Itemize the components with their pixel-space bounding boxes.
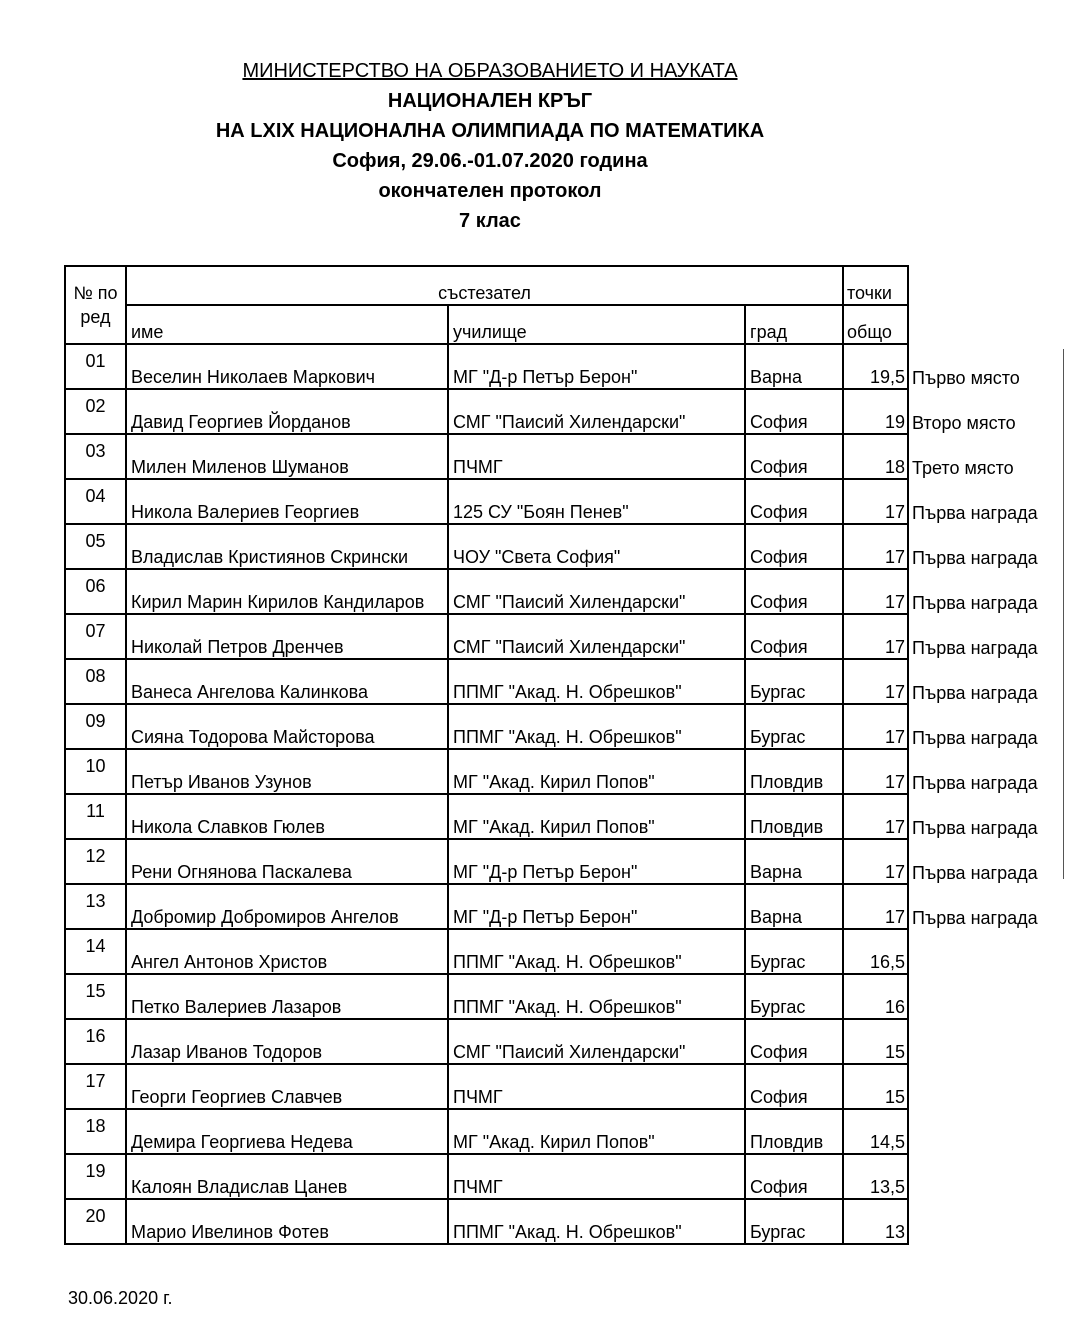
row-number: 10 [65,749,126,794]
contestant-city: София [745,569,843,614]
contestant-city: Бургас [745,929,843,974]
contestant-points: 16 [843,974,908,1019]
contestant-name: Николай Петров Дренчев [126,614,448,659]
table-row [65,1064,1063,1109]
document-header [0,56,980,236]
contestant-points: 13 [843,1199,908,1244]
contestant-school: МГ "Д-р Петър Берон" [448,344,745,389]
contestant-city: София [745,434,843,479]
award-label: Първа награда [912,863,1038,883]
contestant-city: София [745,389,843,434]
row-number: 04 [65,479,126,524]
table-row [65,749,1063,794]
contestant-school: ПЧМГ [448,1154,745,1199]
contestant-points: 17 [843,839,908,884]
contestant-school: ППМГ "Акад. Н. Обрешков" [448,974,745,1019]
contestant-school: МГ "Акад. Кирил Попов" [448,794,745,839]
table-row [65,794,1063,839]
award-label: Първа награда [912,593,1038,613]
contestant-name: Лазар Иванов Тодоров [126,1019,448,1064]
award-column-rule [1063,349,1064,879]
row-number: 20 [65,1199,126,1244]
contestant-city: Пловдив [745,794,843,839]
contestant-points: 17 [843,524,908,569]
contestant-points: 13,5 [843,1154,908,1199]
award-label: Трето място [912,458,1014,478]
contestant-name: Калоян Владислав Цанев [126,1154,448,1199]
table-row [65,659,1063,704]
table-row [65,884,1063,929]
contestant-name: Добромир Добромиров Ангелов [126,884,448,929]
award-label [908,1064,1063,1109]
contestant-name: Давид Георгиев Йорданов [126,389,448,434]
contestant-city: Бургас [745,704,843,749]
contestant-points: 19,5 [843,344,908,389]
contestant-points: 18 [843,434,908,479]
contestant-name: Сияна Тодорова Майсторова [126,704,448,749]
protocol-title: окончателен протокол [378,180,602,202]
award-label [908,929,1063,974]
row-number: 05 [65,524,126,569]
contestant-name: Никола Славков Гюлев [126,794,448,839]
table-row [65,1109,1063,1154]
grade-title: 7 клас [459,210,521,232]
contestant-name: Веселин Николаев Маркович [126,344,448,389]
header-row-top [65,266,1063,305]
header-school: училище [448,305,745,344]
contestant-city: Бургас [745,974,843,1019]
row-number: 07 [65,614,126,659]
table-row [65,1199,1063,1244]
table-row [65,524,1063,569]
row-number: 18 [65,1109,126,1154]
contestant-city: София [745,479,843,524]
table-row [65,614,1063,659]
contestant-points: 16,5 [843,929,908,974]
table-row [65,929,1063,974]
table-row [65,704,1063,749]
contestant-name: Георги Георгиев Славчев [126,1064,448,1109]
results-table [64,265,1064,1245]
contestant-points: 17 [843,749,908,794]
contestant-points: 17 [843,569,908,614]
contestant-points: 15 [843,1064,908,1109]
contestant-school: ППМГ "Акад. Н. Обрешков" [448,1199,745,1244]
contestant-points: 17 [843,659,908,704]
row-number: 19 [65,1154,126,1199]
round-title: НАЦИОНАЛЕН КРЪГ [387,90,593,112]
table-row [65,344,1063,389]
contestant-city: София [745,524,843,569]
row-number: 11 [65,794,126,839]
row-number: 13 [65,884,126,929]
protocol-date: 30.06.2020 г. [68,1288,173,1308]
award-label: Първа награда [912,638,1038,658]
contestant-city: Пловдив [745,1109,843,1154]
table-row [65,974,1063,1019]
contestant-city: София [745,1019,843,1064]
row-number: 15 [65,974,126,1019]
table-row [65,839,1063,884]
contestant-points: 15 [843,1019,908,1064]
award-spacer [908,305,1063,344]
award-label [908,1199,1063,1244]
contestant-city: Варна [745,884,843,929]
table-row [65,389,1063,434]
contestant-school: СМГ "Паисий Хилендарски" [448,614,745,659]
award-label [908,1019,1063,1064]
row-number: 03 [65,434,126,479]
contestant-name: Рени Огнянова Паскалева [126,839,448,884]
header-points: точки [843,266,908,305]
table-row [65,434,1063,479]
award-label [908,1109,1063,1154]
contestant-city: Варна [745,344,843,389]
contestant-points: 14,5 [843,1109,908,1154]
contestant-school: ППМГ "Акад. Н. Обрешков" [448,704,745,749]
contestant-city: София [745,614,843,659]
ministry-title: МИНИСТЕРСТВО НА ОБРАЗОВАНИЕТО И НАУКАТА [242,60,738,82]
contestant-school: МГ "Д-р Петър Берон" [448,884,745,929]
row-number: 14 [65,929,126,974]
contestant-city: Пловдив [745,749,843,794]
header-number: № по ред [65,266,126,344]
contestant-points: 17 [843,479,908,524]
contestant-school: ПЧМГ [448,1064,745,1109]
header-contestant: състезател [126,266,843,305]
contestant-city: Бургас [745,1199,843,1244]
award-label: Първа награда [912,548,1038,568]
contestant-points: 19 [843,389,908,434]
table-row [65,569,1063,614]
contestant-city: Бургас [745,659,843,704]
contestant-school: ППМГ "Акад. Н. Обрешков" [448,929,745,974]
contestant-city: София [745,1064,843,1109]
olympiad-title: НА LXIX НАЦИОНАЛНА ОЛИМПИАДА ПО МАТЕМАТИКА [215,120,765,142]
row-number: 09 [65,704,126,749]
place-dates: София, 29.06.-01.07.2020 година [332,150,648,172]
award-label: Първа награда [912,773,1038,793]
table-row [65,1019,1063,1064]
contestant-name: Ангел Антонов Христов [126,929,448,974]
award-label: Първо място [912,368,1020,388]
award-label: Първа награда [912,908,1038,928]
contestant-name: Петко Валериев Лазаров [126,974,448,1019]
contestant-name: Марио Ивелинов Фотев [126,1199,448,1244]
header-row-bottom [65,305,1063,344]
contestant-school: МГ "Акад. Кирил Попов" [448,1109,745,1154]
award-label: Първа награда [912,728,1038,748]
award-label: Първа награда [912,683,1038,703]
header-city: град [745,305,843,344]
contestant-school: СМГ "Паисий Хилендарски" [448,1019,745,1064]
header-name: име [126,305,448,344]
award-label: Първа награда [912,818,1038,838]
contestant-name: Ванеса Ангелова Калинкова [126,659,448,704]
contestant-points: 17 [843,614,908,659]
row-number: 16 [65,1019,126,1064]
contestant-city: София [745,1154,843,1199]
contestant-points: 17 [843,884,908,929]
contestant-points: 17 [843,704,908,749]
contestant-name: Владислав Кристиянов Скрински [126,524,448,569]
contestant-name: Петър Иванов Узунов [126,749,448,794]
award-label [908,974,1063,1019]
contestant-city: Варна [745,839,843,884]
contestant-name: Демира Георгиева Недева [126,1109,448,1154]
contestant-school: 125 СУ "Боян Пенев" [448,479,745,524]
table-row [65,1154,1063,1199]
contestant-school: МГ "Д-р Петър Берон" [448,839,745,884]
contestant-name: Никола Валериев Георгиев [126,479,448,524]
row-number: 17 [65,1064,126,1109]
row-number: 06 [65,569,126,614]
contestant-name: Кирил Марин Кирилов Кандиларов [126,569,448,614]
award-label [908,1154,1063,1199]
header-points-total: общо [843,305,908,344]
contestant-points: 17 [843,794,908,839]
contestant-school: СМГ "Паисий Хилендарски" [448,569,745,614]
contestant-school: СМГ "Паисий Хилендарски" [448,389,745,434]
contestant-school: ЧОУ "Света София" [448,524,745,569]
award-label: Първа награда [912,503,1038,523]
award-spacer [908,266,1063,305]
table-row [65,479,1063,524]
contestant-school: ПЧМГ [448,434,745,479]
award-label: Второ място [912,413,1016,433]
row-number: 08 [65,659,126,704]
contestant-name: Милен Миленов Шуманов [126,434,448,479]
row-number: 02 [65,389,126,434]
row-number: 12 [65,839,126,884]
contestant-school: ППМГ "Акад. Н. Обрешков" [448,659,745,704]
row-number: 01 [65,344,126,389]
contestant-school: МГ "Акад. Кирил Попов" [448,749,745,794]
